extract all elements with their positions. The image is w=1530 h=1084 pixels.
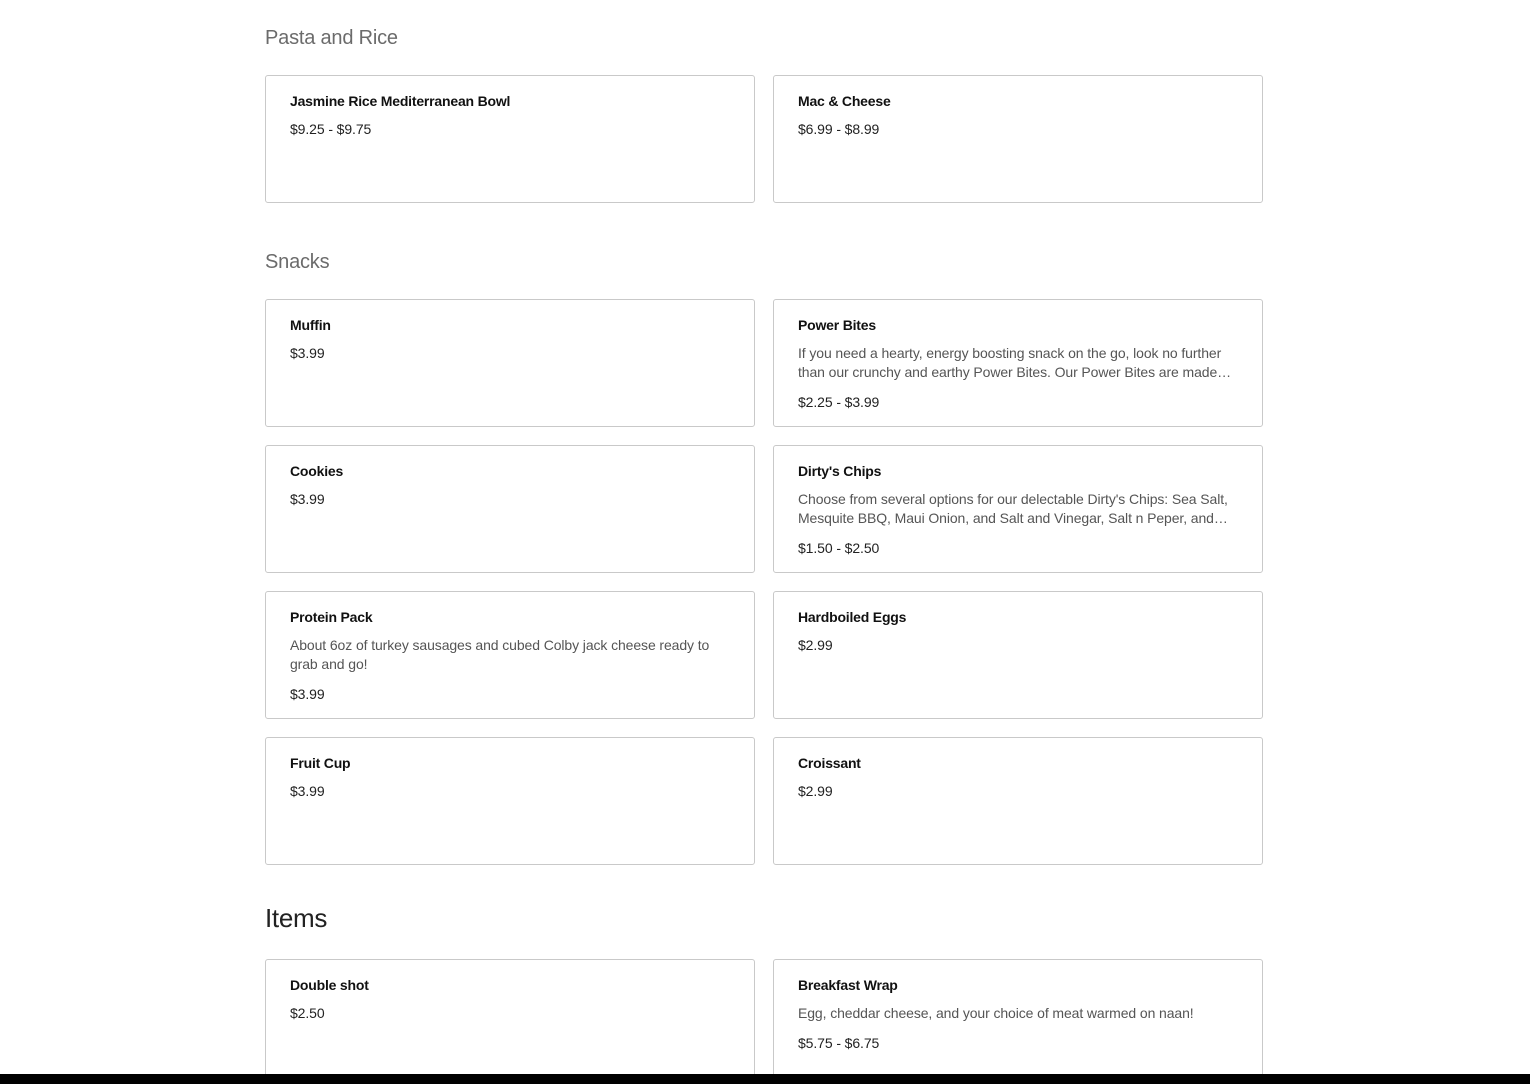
item-description: If you need a hearty, energy boosting snack on the go, look no further than our crunchy and earthy Power Bites. Our Power Bites are made xyxy=(798,345,1222,380)
item-name: Hardboiled Eggs xyxy=(798,609,907,625)
menu-item-card[interactable] xyxy=(265,445,755,573)
bottom-bar xyxy=(0,1074,1530,1084)
menu-item-card[interactable] xyxy=(773,299,1263,427)
menu-item-card[interactable] xyxy=(265,299,755,427)
menu-item-card[interactable] xyxy=(773,737,1263,865)
item-price: $5.75 - $6.75 xyxy=(798,1035,880,1051)
menu-item-card[interactable] xyxy=(773,445,1263,573)
item-description: About 6oz of turkey sausages and cubed Colby jack cheese ready to grab and go! xyxy=(290,637,710,672)
item-name: Cookies xyxy=(290,463,344,479)
item-price: $6.99 - $8.99 xyxy=(798,121,880,137)
item-name: Protein Pack xyxy=(290,609,373,625)
section-title-snacks: Snacks xyxy=(265,251,330,273)
item-price: $3.99 xyxy=(290,783,325,799)
item-price: $2.99 xyxy=(798,783,833,799)
item-price: $1.50 - $2.50 xyxy=(798,540,880,556)
menu-item-card[interactable] xyxy=(265,737,755,865)
item-price: $9.25 - $9.75 xyxy=(290,121,372,137)
item-price: $2.25 - $3.99 xyxy=(798,394,880,410)
item-name: Croissant xyxy=(798,755,861,771)
menu-item-card[interactable] xyxy=(773,75,1263,203)
menu-item-card[interactable] xyxy=(265,591,755,719)
item-name: Dirty's Chips xyxy=(798,463,882,479)
menu-item-card[interactable] xyxy=(265,75,755,203)
item-name: Jasmine Rice Mediterranean Bowl xyxy=(290,93,511,109)
menu-item-card[interactable] xyxy=(265,959,755,1084)
section-title-pasta-and-rice: Pasta and Rice xyxy=(265,27,398,49)
item-price: $3.99 xyxy=(290,345,325,361)
item-price: $3.99 xyxy=(290,491,325,507)
menu-item-card[interactable] xyxy=(773,591,1263,719)
section-title-items: Items xyxy=(265,903,328,933)
item-name: Double shot xyxy=(290,977,369,993)
item-price: $2.99 xyxy=(798,637,833,653)
item-name: Mac & Cheese xyxy=(798,93,891,109)
item-price: $3.99 xyxy=(290,686,325,702)
item-name: Muffin xyxy=(290,317,331,333)
menu-item-card[interactable] xyxy=(773,959,1263,1084)
item-description: Egg, cheddar cheese, and your choice of meat warmed on naan! xyxy=(798,1005,1194,1021)
item-name: Fruit Cup xyxy=(290,755,351,771)
item-description: Choose from several options for our delectable Dirty's Chips: Sea Salt, Mesquite BBQ, Maui Onion, and Salt and Vinegar, Salt n Peper, and xyxy=(798,491,1228,526)
item-name: Breakfast Wrap xyxy=(798,977,898,993)
item-name: Power Bites xyxy=(798,317,876,333)
item-price: $2.50 xyxy=(290,1005,325,1021)
